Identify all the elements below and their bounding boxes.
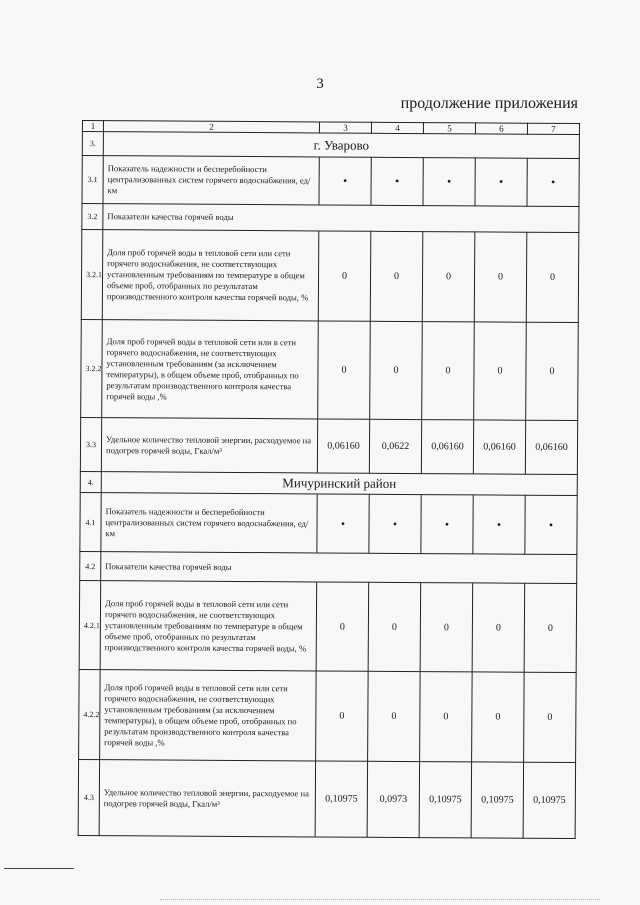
table-row bbox=[79, 669, 577, 762]
footnote-divider bbox=[4, 868, 74, 869]
row-number: 3.3 bbox=[80, 417, 101, 471]
row-number: 3. bbox=[82, 132, 103, 156]
table-row bbox=[79, 580, 577, 672]
value-cell: • bbox=[473, 495, 525, 554]
indicator-description: Доля проб горячей воды в тепловой сети или в сети горячего водоснабжения, не соответствующих установленным требованиям (за исключением температуры), в общем объеме проб, отобранных по результатам производственного контроля качества горячей воды ,% bbox=[102, 320, 319, 419]
row-number: 4.2.2 bbox=[79, 669, 101, 759]
table-row bbox=[82, 156, 579, 207]
value-cell: 0,0973 bbox=[367, 761, 419, 837]
row-number: 4.3 bbox=[78, 759, 99, 835]
row-number: 3.1 bbox=[82, 156, 103, 204]
value-cell: 0 bbox=[472, 672, 525, 762]
region-row bbox=[80, 471, 577, 495]
row-number: 4. bbox=[80, 471, 101, 492]
region-title: г. Уварово bbox=[103, 132, 579, 159]
value-cell: • bbox=[525, 495, 577, 554]
value-cell: 0,10975 bbox=[523, 762, 575, 838]
row-number: 4.2.1 bbox=[79, 580, 101, 669]
page-subtitle: продолжение приложения bbox=[400, 95, 578, 112]
row-number: 3.2.1 bbox=[81, 230, 103, 320]
scan-artifact-line bbox=[160, 899, 600, 900]
region-title: Мичуринский район bbox=[101, 472, 577, 496]
indicator-description: Показатель надежности и бесперебойности централизованных систем горячего водоснабжения, ед/км bbox=[101, 493, 317, 553]
value-cell: 0 bbox=[526, 232, 579, 322]
value-cell: • bbox=[475, 158, 527, 206]
value-cell: 0 bbox=[316, 671, 369, 761]
row-number: 4.1 bbox=[80, 492, 101, 551]
header-cell: 3 bbox=[319, 122, 371, 133]
table-row bbox=[81, 319, 579, 420]
page-number: 3 bbox=[316, 76, 324, 92]
row-number: 3.2.2 bbox=[81, 319, 103, 417]
indicator-description: Доля проб горячей воды в тепловой сети или сети горячего водоснабжения, не соответствующих установленным требованиям по температуре в общем объеме проб, отобранных по результатам производственного контроля качества горячей воды, % bbox=[100, 581, 317, 671]
region-row bbox=[82, 132, 579, 159]
value-cell: • bbox=[317, 494, 369, 553]
value-cell: 0 bbox=[368, 582, 421, 671]
value-cell: 0 bbox=[524, 583, 577, 672]
header-cell: 6 bbox=[475, 123, 527, 134]
value-cell: 0,0622 bbox=[369, 419, 421, 473]
table-row bbox=[78, 759, 575, 838]
value-cell: • bbox=[527, 158, 579, 206]
value-cell: 0 bbox=[318, 321, 371, 419]
indicator-description: Доля проб горячей воды в тепловой сети или сети горячего водоснабжения, не соответствующих установленным требованиям (за исключением температуры), в общем объеме проб, отобранных по результатам производственного контроля качества горячей воды ,% bbox=[100, 670, 317, 761]
value-cell: 0 bbox=[474, 232, 527, 322]
value-cell: 0,06160 bbox=[317, 419, 369, 473]
row-number: 3.2 bbox=[82, 204, 103, 230]
value-cell: 0 bbox=[316, 582, 369, 671]
value-cell: 0,06160 bbox=[421, 420, 473, 474]
value-cell: 0,10975 bbox=[471, 762, 523, 838]
indicators-table bbox=[78, 120, 580, 839]
value-cell: • bbox=[369, 494, 421, 553]
header-cell: 5 bbox=[423, 123, 475, 134]
indicator-description: Удельное количество тепловой энергии, расходуемое на подогрев горячей воды, Гкал/м³ bbox=[99, 760, 315, 837]
value-cell: 0 bbox=[368, 671, 421, 761]
header-cell: 2 bbox=[103, 121, 319, 133]
value-cell: 0 bbox=[422, 322, 475, 420]
value-cell: 0 bbox=[318, 231, 371, 321]
indicator-description: Доля проб горячей воды в тепловой сети или сети горячего водоснабжения, не соответствующих установленным требованиям по температуре в общем объеме проб, отобранных по результатам производственного контроля качества горячей воды, % bbox=[102, 230, 319, 321]
header-cell: 7 bbox=[527, 123, 579, 134]
indicator-description: Удельное количество тепловой энергии, расходуемое на подогрев горячей воды, Гкал/м³ bbox=[101, 418, 317, 473]
section-row bbox=[82, 204, 579, 233]
value-cell: 0,10975 bbox=[315, 761, 367, 837]
value-cell: 0 bbox=[370, 321, 423, 419]
section-title: Показатели качества горячей воды bbox=[101, 552, 577, 584]
value-cell: 0 bbox=[524, 672, 577, 762]
section-title: Показатели качества горячей воды bbox=[103, 204, 579, 233]
indicator-description: Показатель надежности и бесперебойности централизованных систем горячего водоснабжения, ед/км bbox=[103, 156, 319, 205]
table-row bbox=[80, 417, 577, 474]
value-cell: 0 bbox=[472, 583, 525, 672]
table-row bbox=[81, 230, 579, 323]
value-cell: 0 bbox=[370, 231, 423, 321]
value-cell: • bbox=[421, 495, 473, 554]
header-cell: 1 bbox=[82, 121, 103, 132]
value-cell: 0,06160 bbox=[473, 420, 525, 474]
value-cell: 0 bbox=[420, 583, 473, 672]
header-cell: 4 bbox=[371, 122, 423, 133]
value-cell: 0 bbox=[474, 322, 527, 420]
value-cell: • bbox=[423, 158, 475, 206]
value-cell: • bbox=[371, 157, 423, 205]
table-row bbox=[80, 492, 577, 554]
value-cell: • bbox=[319, 157, 371, 205]
value-cell: 0 bbox=[526, 322, 579, 420]
value-cell: 0 bbox=[422, 232, 475, 322]
section-row bbox=[80, 551, 577, 583]
row-number: 4.2 bbox=[80, 551, 101, 580]
value-cell: 0 bbox=[420, 672, 473, 762]
value-cell: 0,06160 bbox=[525, 420, 577, 474]
value-cell: 0,10975 bbox=[419, 762, 471, 838]
